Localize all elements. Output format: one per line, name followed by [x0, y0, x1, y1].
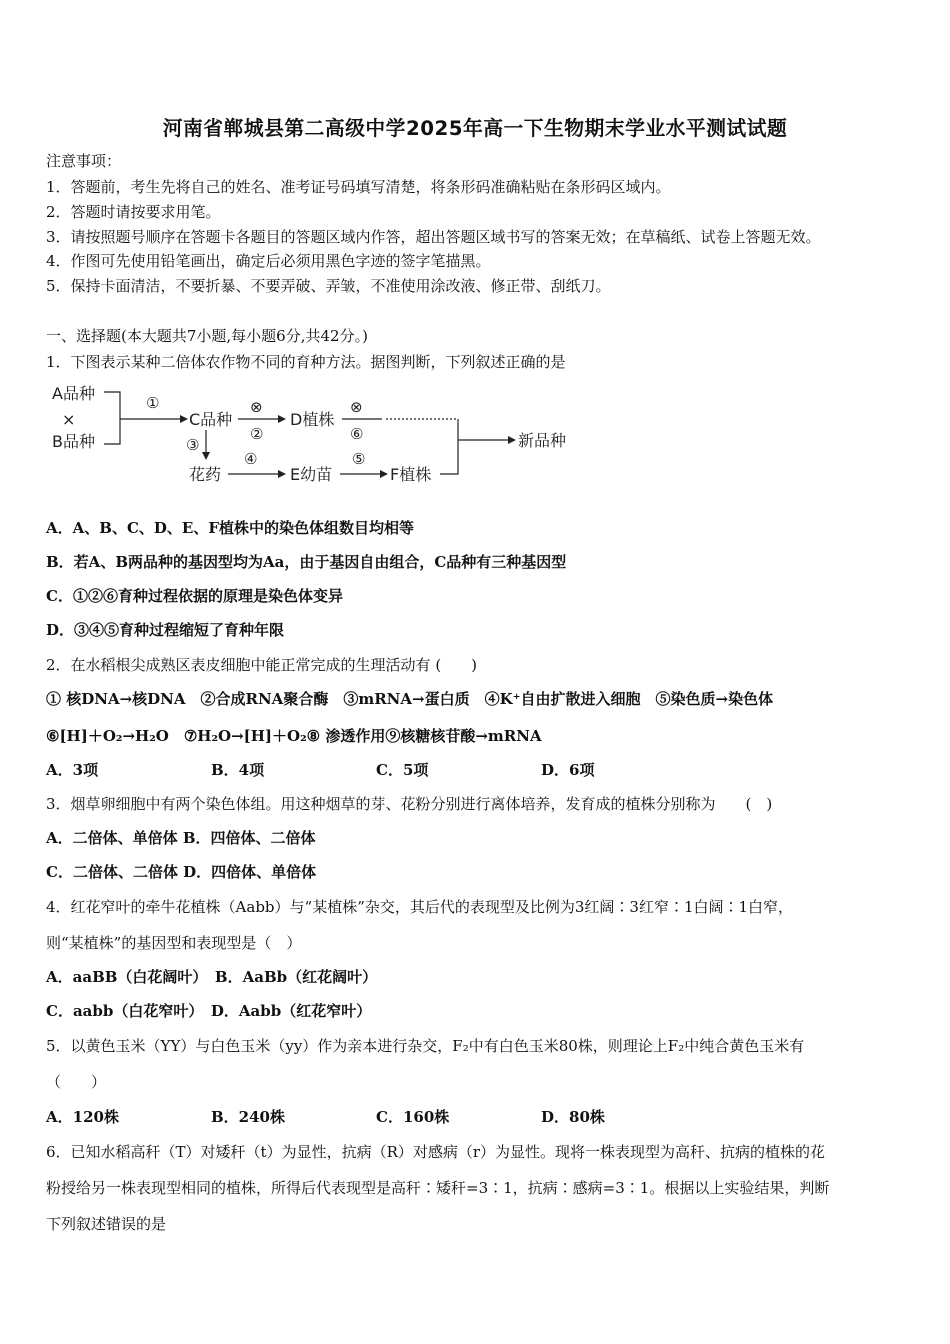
label-e-seedling: E幼苗 [290, 465, 333, 484]
notice-item: 1．答题前，考生先将自己的姓名、准考证号码填写清楚，将条形码准确粘贴在条形码区域内。 [46, 178, 671, 196]
question-2-option-c: C．5项 [376, 761, 429, 779]
notice-item: 4．作图可先使用铅笔画出，确定后必须用黑色字迹的签字笔描黑。 [46, 252, 491, 270]
question-2-option-b: B．4项 [211, 761, 265, 779]
label-cross: × [62, 410, 76, 429]
question-1-option-c: C．①②⑥育种过程依据的原理是染色体变异 [46, 587, 343, 605]
label-new-variety: 新品种 [518, 431, 567, 450]
label-d-plant: D植株 [290, 410, 335, 429]
label-b-variety: B品种 [52, 432, 95, 451]
section-heading: 一、选择题(本大题共7小题,每小题6分,共42分。) [46, 327, 368, 345]
arrow-2-head [278, 415, 286, 423]
label-a-variety: A品种 [52, 384, 95, 403]
question-3-stem: 3．烟草卵细胞中有两个染色体组。用这种烟草的芽、花粉分别进行离体培养，发育成的植株分别称为 ( ) [46, 795, 773, 813]
label-anther: 花药 [189, 465, 222, 484]
question-4-stem-line1: 4．红花窄叶的牵牛花植株（Aabb）与“某植株”杂交，其后代的表现型及比例为3红阔∶3红窄∶1白阔∶1白窄， [46, 898, 794, 916]
page-title: 河南省郸城县第二高级中学2025年高一下生物期末学业水平测试试题 [162, 117, 788, 140]
question-3-options-ab: A．二倍体、单倍体 B．四倍体、二倍体 [46, 829, 316, 847]
question-3-options-cd: C．二倍体、二倍体 D．四倍体、单倍体 [46, 863, 317, 881]
breeding-diagram [46, 380, 586, 490]
question-5-stem-line2: （ ） [46, 1073, 107, 1091]
question-1-option-b: B．若A、B两品种的基因型均为Aa，由于基因自由组合，C品种有三种基因型 [46, 553, 567, 571]
notice-item: 3．请按照题号顺序在答题卡各题目的答题区域内作答，超出答题区域书写的答案无效；在草稿纸、试卷上答题无效。 [46, 228, 821, 246]
question-1-option-d: D．③④⑤育种过程缩短了育种年限 [46, 621, 285, 639]
bracket-df [440, 419, 458, 474]
question-5-stem-line1: 5．以黄色玉米（YY）与白色玉米（yy）作为亲本进行杂交，F₂中有白色玉米80株，则理论上F₂中纯合黄色玉米有 [46, 1037, 805, 1055]
arrow-3-head [202, 452, 210, 460]
question-1-option-a: A．A、B、C、D、E、F植株中的染色体组数目均相等 [46, 519, 414, 537]
step-3-label: ③ [186, 436, 200, 454]
notice-item: 5．保持卡面清洁，不要折暴、不要弄破、弄皱，不准使用涂改液、修正带、刮纸刀。 [46, 277, 611, 295]
question-2-items-line2: ⑥[H]＋O₂→H₂O ⑦H₂O→[H]＋O₂⑧ 渗透作用⑨核糖核苷酸→mRNA [46, 727, 542, 745]
step-5-label: ⑤ [352, 450, 366, 468]
selfing-symbol: ⊗ [350, 398, 363, 416]
question-5-option-c: C．160株 [376, 1108, 450, 1126]
label-f-plant: F植株 [390, 465, 432, 484]
question-5-option-a: A．120株 [46, 1108, 119, 1126]
arrow-final-head [508, 436, 516, 444]
question-2-option-a: A．3项 [46, 761, 99, 779]
step-2-label: ② [250, 425, 264, 443]
selfing-symbol: ⊗ [250, 398, 263, 416]
notice-heading: 注意事项： [46, 152, 122, 170]
step-4-label: ④ [244, 450, 258, 468]
label-c-variety: C品种 [189, 410, 233, 429]
question-2-items-line1: ① 核DNA→核DNA ②合成RNA聚合酶 ③mRNA→蛋白质 ④K⁺自由扩散进入细胞 ⑤染色质→染色体 [46, 690, 774, 708]
question-6-stem-line1: 6．已知水稻高秆（T）对矮秆（t）为显性，抗病（R）对感病（r）为显性。现将一株表现型为高秆、抗病的植株的花 [46, 1143, 826, 1161]
question-4-options-ab: A．aaBB（白花阔叶） B．AaBb（红花阔叶） [46, 968, 378, 986]
arrow-4-head [278, 470, 286, 478]
question-4-options-cd: C．aabb（白花窄叶） D．Aabb（红花窄叶） [46, 1002, 372, 1020]
step-1-label: ① [146, 394, 160, 412]
bracket-ab [104, 392, 120, 444]
question-1-stem: 1．下图表示某种二倍体农作物不同的育种方法。据图判断，下列叙述正确的是 [46, 353, 566, 371]
arrow-1-head [180, 415, 188, 423]
step-6-label: ⑥ [350, 425, 364, 443]
question-6-stem-line3: 下列叙述错误的是 [46, 1215, 167, 1233]
question-6-stem-line2: 粉授给另一株表现型相同的植株，所得后代表现型是高秆∶矮秆=3∶1，抗病∶感病=3∶1。根据以上实验结果，判断 [46, 1179, 830, 1197]
notice-item: 2．答题时请按要求用笔。 [46, 203, 221, 221]
question-2-option-d: D．6项 [541, 761, 595, 779]
question-5-option-d: D．80株 [541, 1108, 605, 1126]
arrow-5-head [380, 470, 388, 478]
question-5-option-b: B．240株 [211, 1108, 285, 1126]
question-2-stem: 2．在水稻根尖成熟区表皮细胞中能正常完成的生理活动有 ( ) [46, 656, 478, 674]
question-4-stem-line2: 则“某植株”的基因型和表现型是（ ） [46, 934, 302, 952]
